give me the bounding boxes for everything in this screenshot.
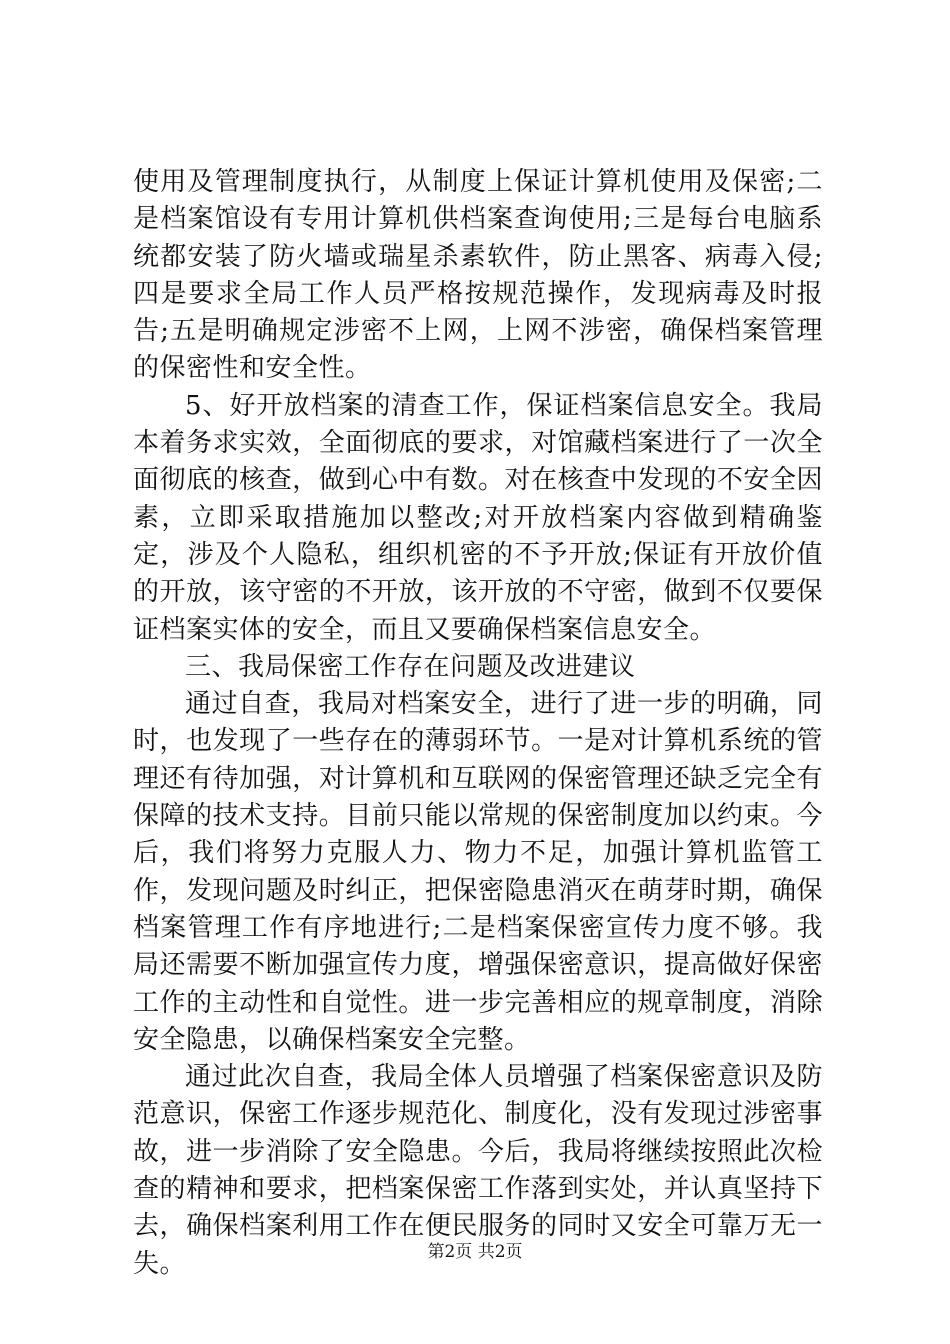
paragraph-3: 通过自查，我局对档案安全，进行了进一步的明确，同时，也发现了一些存在的薄弱环节。一是对计算机系统的管理还有待加强，对计算机和互联网的保密管理还缺乏完全有保障的技术支持。目前只能以常规的保密制度加以约束。今后，我们将努力克服人力、物力不足，加强计算机监管工作，发现问题及时纠正，把保密隐患消灭在萌芽时期，确保档案管理工作有序地进行;二是档案保密宣传力度不够。我局还需要不断加强宣传力度，增强保密意识，提高做好保密工作的主动性和自觉性。进一步完善相应的规章制度，消除安全隐患，以确保档案安全完整。: [133, 689, 823, 1055]
paragraph-1: 使用及管理制度执行，从制度上保证计算机使用及保密;二是档案馆设有专用计算机供档案查询使用;三是每台电脑系统都安装了防火墙或瑞星杀素软件，防止黑客、病毒入侵;四是要求全局工作人员严格按规范操作，发现病毒及时报告;五是明确规定涉密不上网，上网不涉密，确保档案管理的保密性和安全性。: [133, 167, 823, 384]
paragraph-2: 5、好开放档案的清查工作，保证档案信息安全。我局本着务求实效，全面彻底的要求，对馆藏档案进行了一次全面彻底的核查，做到心中有数。对在核查中发现的不安全因素，立即采取措施加以整改;对开放档案内容做到精确鉴定，涉及个人隐私，组织机密的不予开放;保证有开放价值的开放，该守密的不开放，该开放的不守密，做到不仅要保证档案实体的安全，而且又要确保档案信息安全。: [133, 390, 823, 645]
paragraph-4: 通过此次自查，我局全体人员增强了档案保密意识及防范意识，保密工作逐步规范化、制度化，没有发现过涉密事故，进一步消除了安全隐患。今后，我局将继续按照此次检查的精神和要求，把档案保密工作落到实处，并认真坚持下去，确保档案利用工作在便民服务的同时又安全可靠万无一失。: [133, 1062, 823, 1279]
document-body: [133, 164, 823, 1283]
section-heading: 三、我局保密工作存在问题及改进建议: [185, 651, 636, 682]
page-number-footer: 第2页 共2页: [427, 1242, 523, 1262]
